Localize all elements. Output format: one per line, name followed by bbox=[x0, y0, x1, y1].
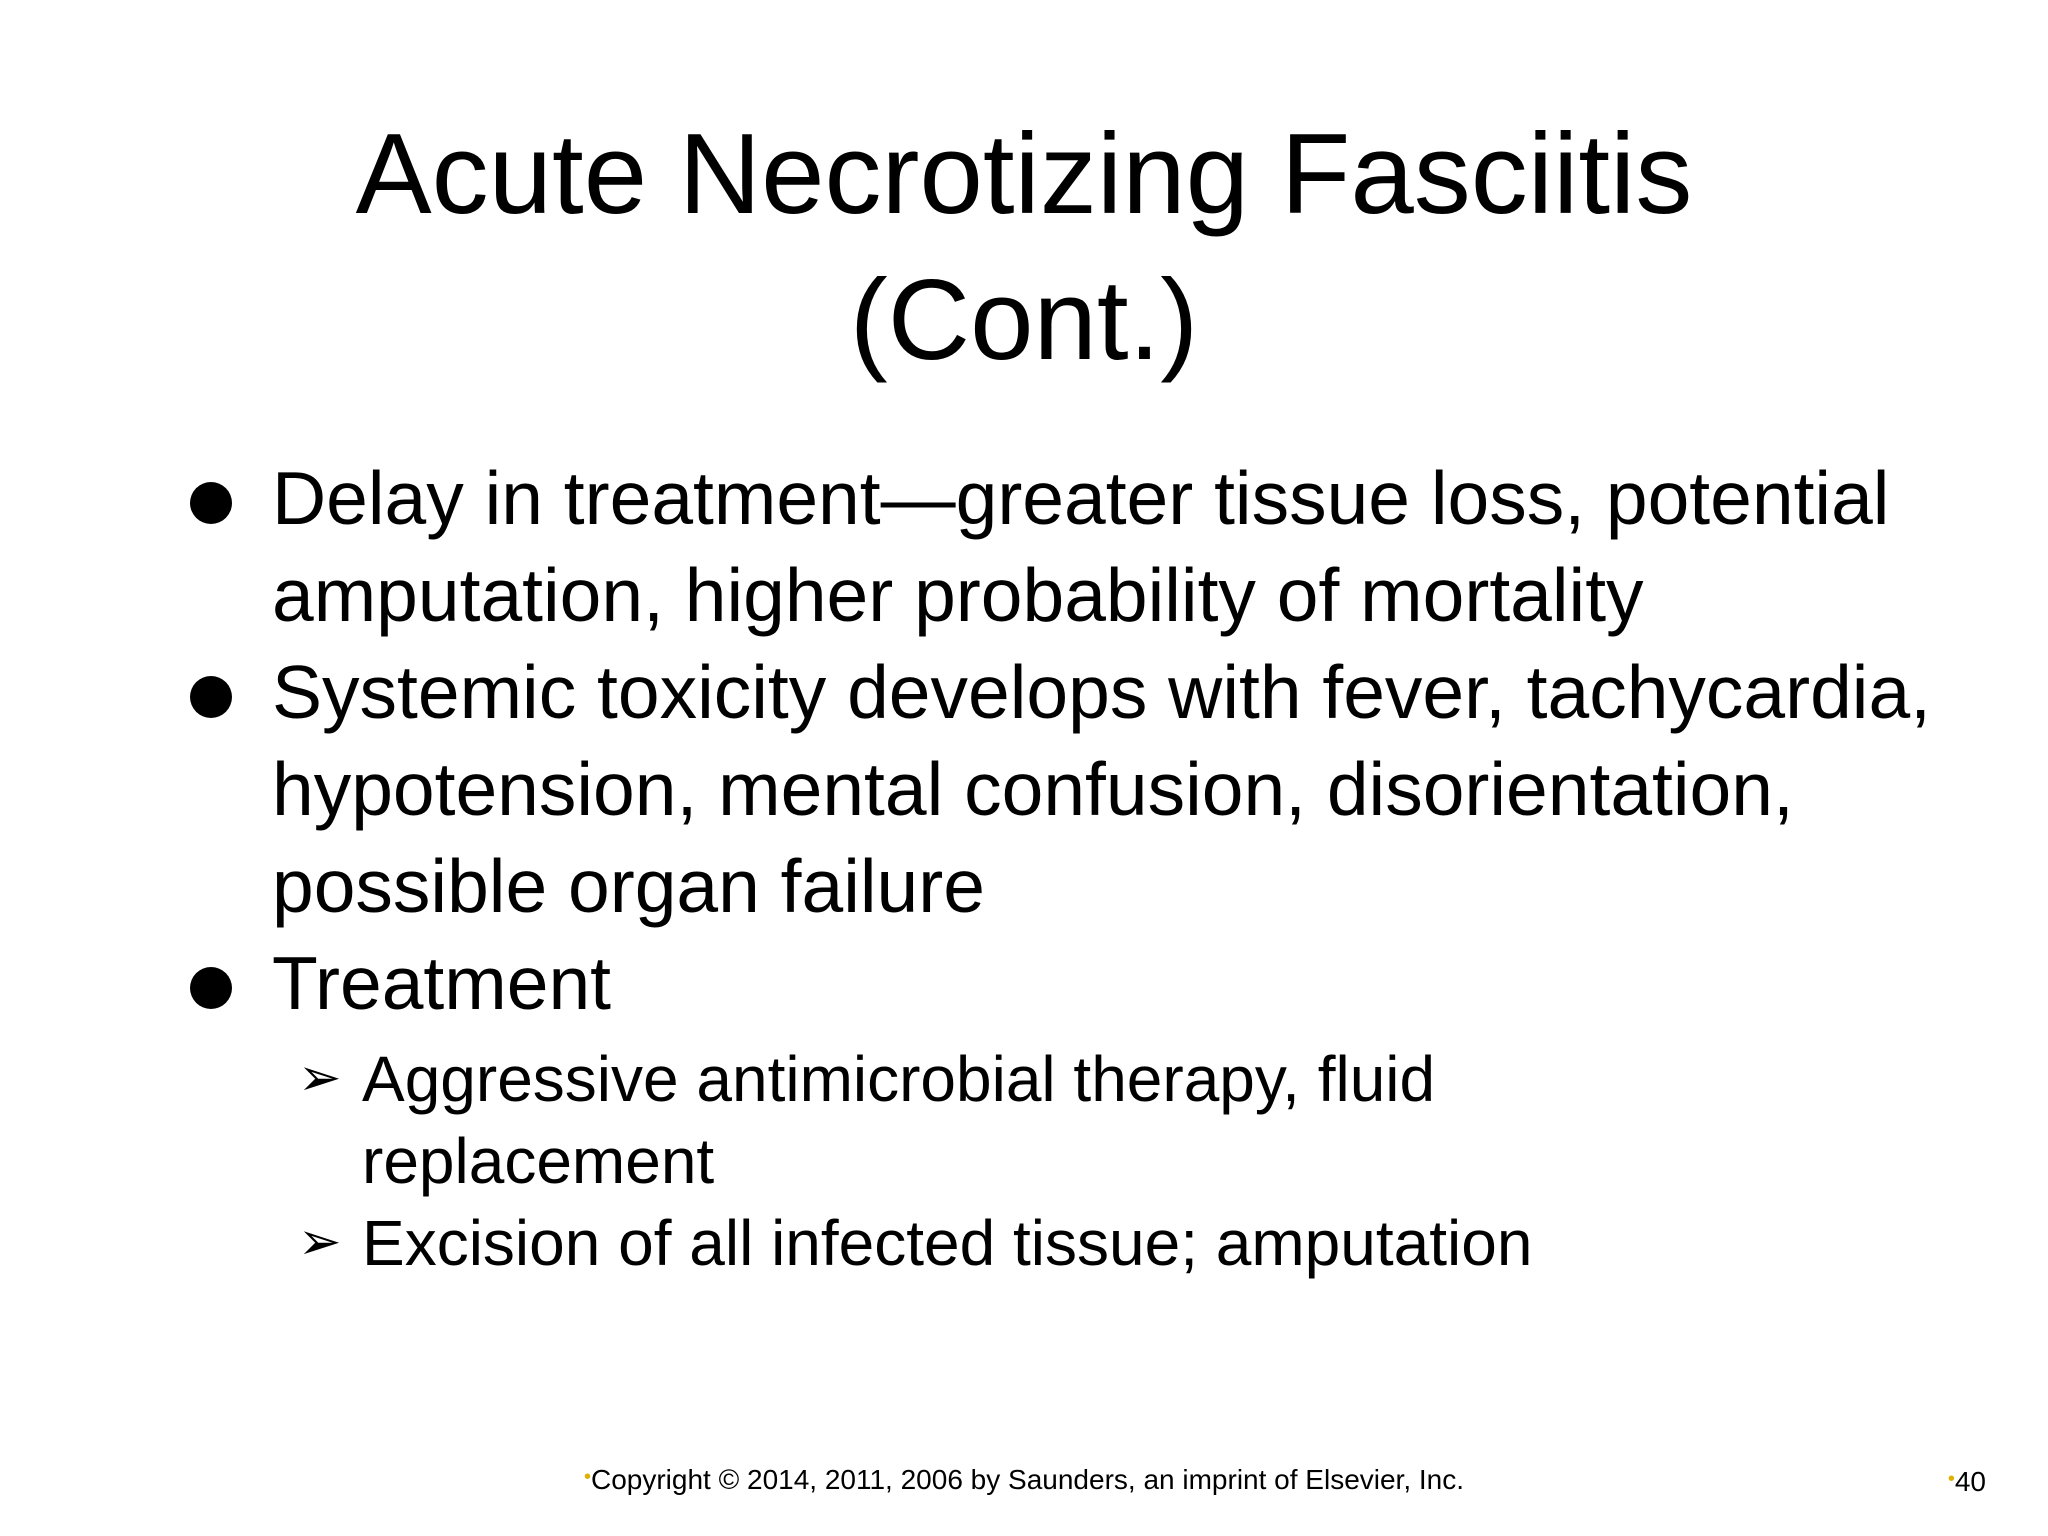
bullet-text: Treatment bbox=[272, 941, 612, 1025]
page-number bbox=[1948, 1462, 1986, 1499]
filled-circle-bullet-icon bbox=[190, 967, 232, 1009]
bullet-item bbox=[0, 450, 1932, 644]
sub-bullet-text: Aggressive antimicrobial therapy, fluid replacement bbox=[362, 1043, 1436, 1197]
bullet-item bbox=[0, 935, 1932, 1032]
copyright-text: Copyright © 2014, 2011, 2006 by Saunders, an imprint of Elsevier, Inc. bbox=[590, 1464, 1465, 1495]
filled-circle-bullet-icon bbox=[190, 676, 232, 718]
footer-marker: • bbox=[583, 1466, 591, 1488]
arrowhead-bullet-icon: ➢ bbox=[298, 1212, 342, 1272]
page-number-marker: • bbox=[1947, 1468, 1955, 1490]
arrowhead-bullet-icon: ➢ bbox=[298, 1048, 342, 1108]
sub-bullet-item bbox=[0, 1202, 1662, 1284]
copyright-footer bbox=[0, 1460, 2048, 1497]
filled-circle-bullet-icon bbox=[190, 482, 232, 524]
slide-title-line-2: (Cont.) bbox=[849, 257, 1199, 384]
sub-bullet-text: Excision of all infected tissue; amputation bbox=[362, 1207, 1533, 1279]
page-number-text: 40 bbox=[1954, 1466, 1986, 1497]
bullet-list bbox=[0, 450, 2048, 1284]
slide-title-line-1: Acute Necrotizing Fasciitis bbox=[355, 111, 1693, 238]
sub-bullet-item bbox=[0, 1038, 1662, 1202]
bullet-item bbox=[0, 644, 1932, 935]
slide-title bbox=[0, 102, 2048, 394]
bullet-text: Systemic toxicity develops with fever, tachycardia, hypotension, mental confusion, disorientation, possible organ failure bbox=[272, 650, 1932, 928]
bullet-text: Delay in treatment—greater tissue loss, potential amputation, higher probability of mortality bbox=[272, 456, 1890, 637]
